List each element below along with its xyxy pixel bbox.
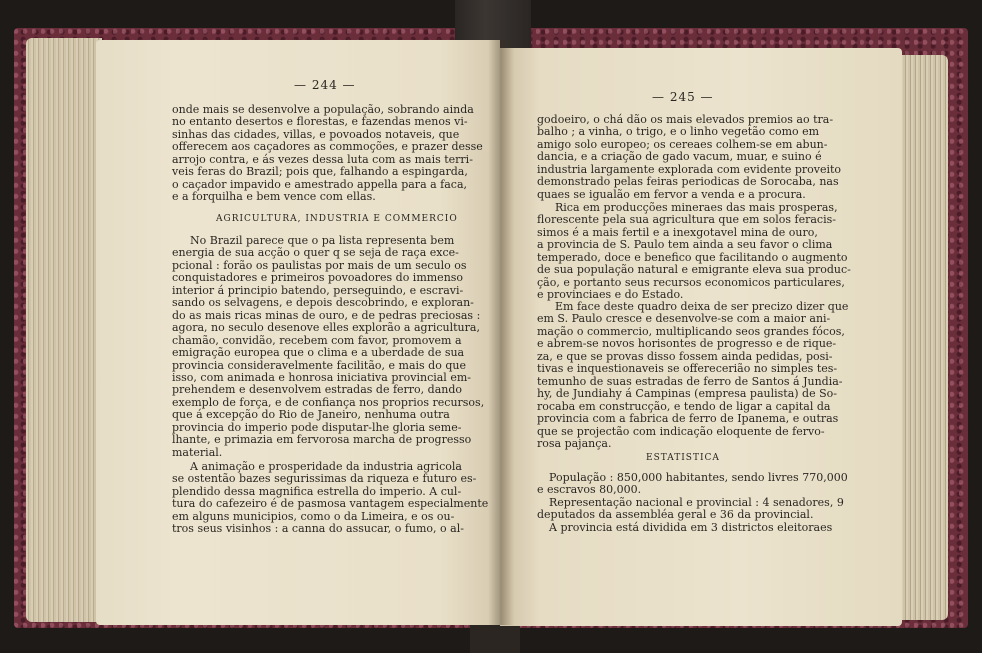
text-line: rosa pajança.	[537, 436, 612, 450]
right-paragraph-2	[537, 201, 851, 302]
text-line: e a forquilha e bem vence com ellas.	[172, 190, 376, 204]
text-line: tivas e inquestionaveis se offerecerião no simples tes-	[537, 362, 838, 376]
left-page	[96, 40, 500, 625]
text-line: plendido dessa magnifica estrella do imperio. A cul-	[172, 484, 462, 498]
text-line: rocaba em construcção, e tendo de ligar a capital da	[537, 399, 831, 413]
left-paragraph-1	[172, 234, 485, 459]
text-line: amigo solo europeo; os cereaes colhem-se em abun-	[537, 137, 828, 151]
text-line: do as mais ricas minas de ouro, e de pedras preciosas :	[172, 308, 481, 322]
right-paragraph-1	[537, 113, 842, 201]
text-line: a provincia de S. Paulo tem ainda a seu favor o clima	[537, 238, 833, 252]
text-line: temunho de suas estradas de ferro de Santos á Jundia-	[537, 374, 843, 388]
right-page-stack-edge	[898, 55, 948, 620]
text-line: em alguns municipios, como o da Limeira, e os ou-	[172, 509, 455, 523]
page-number-right: — 245 —	[652, 90, 714, 104]
text-line: dancia, e a criação de gado vacum, muar, e suino é	[537, 150, 822, 164]
text-line: Representação nacional e provincial : 4 senadores, 9	[549, 495, 844, 509]
page-number-left: — 244 —	[294, 78, 356, 92]
left-page-stack-edge	[26, 38, 102, 622]
text-line: lhante, e primazia em fervorosa marcha de progresso	[172, 433, 472, 447]
text-line: deputados da assembléa geral e 36 da provincial.	[537, 508, 814, 522]
text-line: provincia com a fabrica de ferro de Ipanema, e outras	[537, 412, 839, 426]
section-heading-estatistica: ESTATISTICA	[646, 453, 720, 463]
right-stats-paragraph	[537, 471, 848, 534]
text-line: demonstrado pelas feiras periodicas de Sorocaba, nas	[537, 175, 839, 189]
text-line: exemplo de força, e de confiança nos proprios recursos,	[172, 395, 485, 409]
text-line: se ostentão bazes segurissimas da riqueza e futuro es-	[172, 472, 477, 486]
text-line: offerecem aos caçadores as commoções, e prazer desse	[172, 140, 483, 154]
text-line: agora, no seculo desenove elles explorão a agricultura,	[172, 321, 480, 335]
text-line: A provincia está dividida em 3 districtos eleitoraes	[549, 520, 833, 534]
text-line: pcional : forão os paulistas por mais de um seculo os	[172, 258, 467, 272]
right-paragraph-3	[537, 300, 849, 450]
text-line: Em face deste quadro deixa de ser precizo dizer que	[555, 300, 849, 313]
text-line: godoeiro, o chá dão os mais elevados premios ao tra-	[537, 113, 834, 126]
text-line: que se projectão com indicação eloquente de fervo-	[537, 424, 825, 438]
text-line: energia de sua acção o quer q se seja de raça exce-	[172, 246, 459, 260]
text-line: balho ; a vinha, o trigo, e o linho vegetão como em	[537, 125, 820, 139]
text-line: simos é a mais fertil e a inexgotavel mina de ouro,	[537, 225, 818, 239]
left-intro-paragraph	[172, 103, 483, 204]
text-line: em S. Paulo cresce e desenvolve-se com a maior ani-	[537, 312, 831, 326]
text-line: quaes se igualão em fervor a venda e a procura.	[537, 187, 806, 201]
text-line: Rica em producções mineraes das mais prosperas,	[555, 201, 838, 214]
text-line: isso, com animada e honrosa iniciativa provincial em-	[172, 370, 471, 384]
text-line: temperado, doce e benefico que facilitando o augmento	[537, 250, 848, 264]
text-line: tura do cafezeiro é de pasmosa vantagem especialmente	[172, 497, 489, 511]
text-line: e abrem-se novos horisontes de progresso e de rique-	[537, 337, 837, 351]
text-line: No Brazil parece que o pa lista representa bem	[190, 234, 455, 247]
text-line: sando os selvagens, e depois descobrindo, e exploran-	[172, 296, 474, 310]
text-line: que á excepção do Rio de Janeiro, nenhuma outra	[172, 408, 450, 422]
text-line: ção, e portanto seus recursos economicos particulares,	[537, 275, 845, 289]
text-line: provincia do imperio pode disputar-lhe gloria seme-	[172, 420, 462, 434]
text-line: tros seus visinhos : a canna do assucar, o fumo, o al-	[172, 522, 464, 536]
text-line: florescente pela sua agricultura que em solos feracis-	[537, 213, 836, 227]
section-heading-agricultura: AGRICULTURA, INDUSTRIA E COMMERCIO	[216, 214, 458, 224]
left-paragraph-2	[172, 460, 489, 536]
text-line: arrojo contra, e ás vezes dessa luta com as mais terri-	[172, 152, 473, 166]
book-gutter-shadow	[488, 40, 514, 625]
text-line: emigração europea que o clima e a uberdade de sua	[172, 346, 465, 360]
text-line: za, e que se provas disso fossem ainda pedidas, posi-	[537, 349, 833, 363]
text-line: interior á principio batendo, perseguindo, e escravi-	[172, 283, 464, 297]
text-line: material.	[172, 445, 223, 459]
right-page	[500, 48, 902, 626]
text-line: conquistadores e primeiros povoadores do immenso	[172, 271, 464, 285]
text-line: chamão, convidão, recebem com favor, promovem a	[172, 333, 462, 347]
text-line: sinhas das cidades, villas, e povoados notaveis, que	[172, 127, 460, 141]
text-line: População : 850,000 habitantes, sendo livres 770,000	[549, 471, 848, 484]
text-line: e provinciaes e do Estado.	[537, 288, 684, 302]
text-line: industria largamente explorada com evidente proveito	[537, 162, 842, 176]
text-line: prehendem e desenvolvem estradas de ferro, dando	[172, 383, 463, 397]
text-line: A animação e prosperidade da industria agricola	[190, 460, 462, 473]
text-line: de sua população natural e emigrante eleva sua produc-	[537, 263, 851, 277]
text-line: onde mais se desenvolve a população, sobrando ainda	[172, 103, 474, 116]
text-line: provincia consideravelmente facilitão, e mais do que	[172, 358, 466, 372]
text-line: mação o commercio, multiplicando seos grandes fócos,	[537, 324, 845, 338]
text-line: no entanto desertos e florestas, e fazendas menos vi-	[172, 115, 468, 129]
text-line: hy, de Jundiahy á Campinas (empresa paulista) de So-	[537, 387, 837, 401]
text-line: veis feras do Brazil; pois que, falhando a espingarda,	[172, 165, 468, 179]
text-line: e escravos 80,000.	[537, 483, 642, 497]
text-line: o caçador impavido e amestrado appella para a faca,	[172, 177, 468, 191]
